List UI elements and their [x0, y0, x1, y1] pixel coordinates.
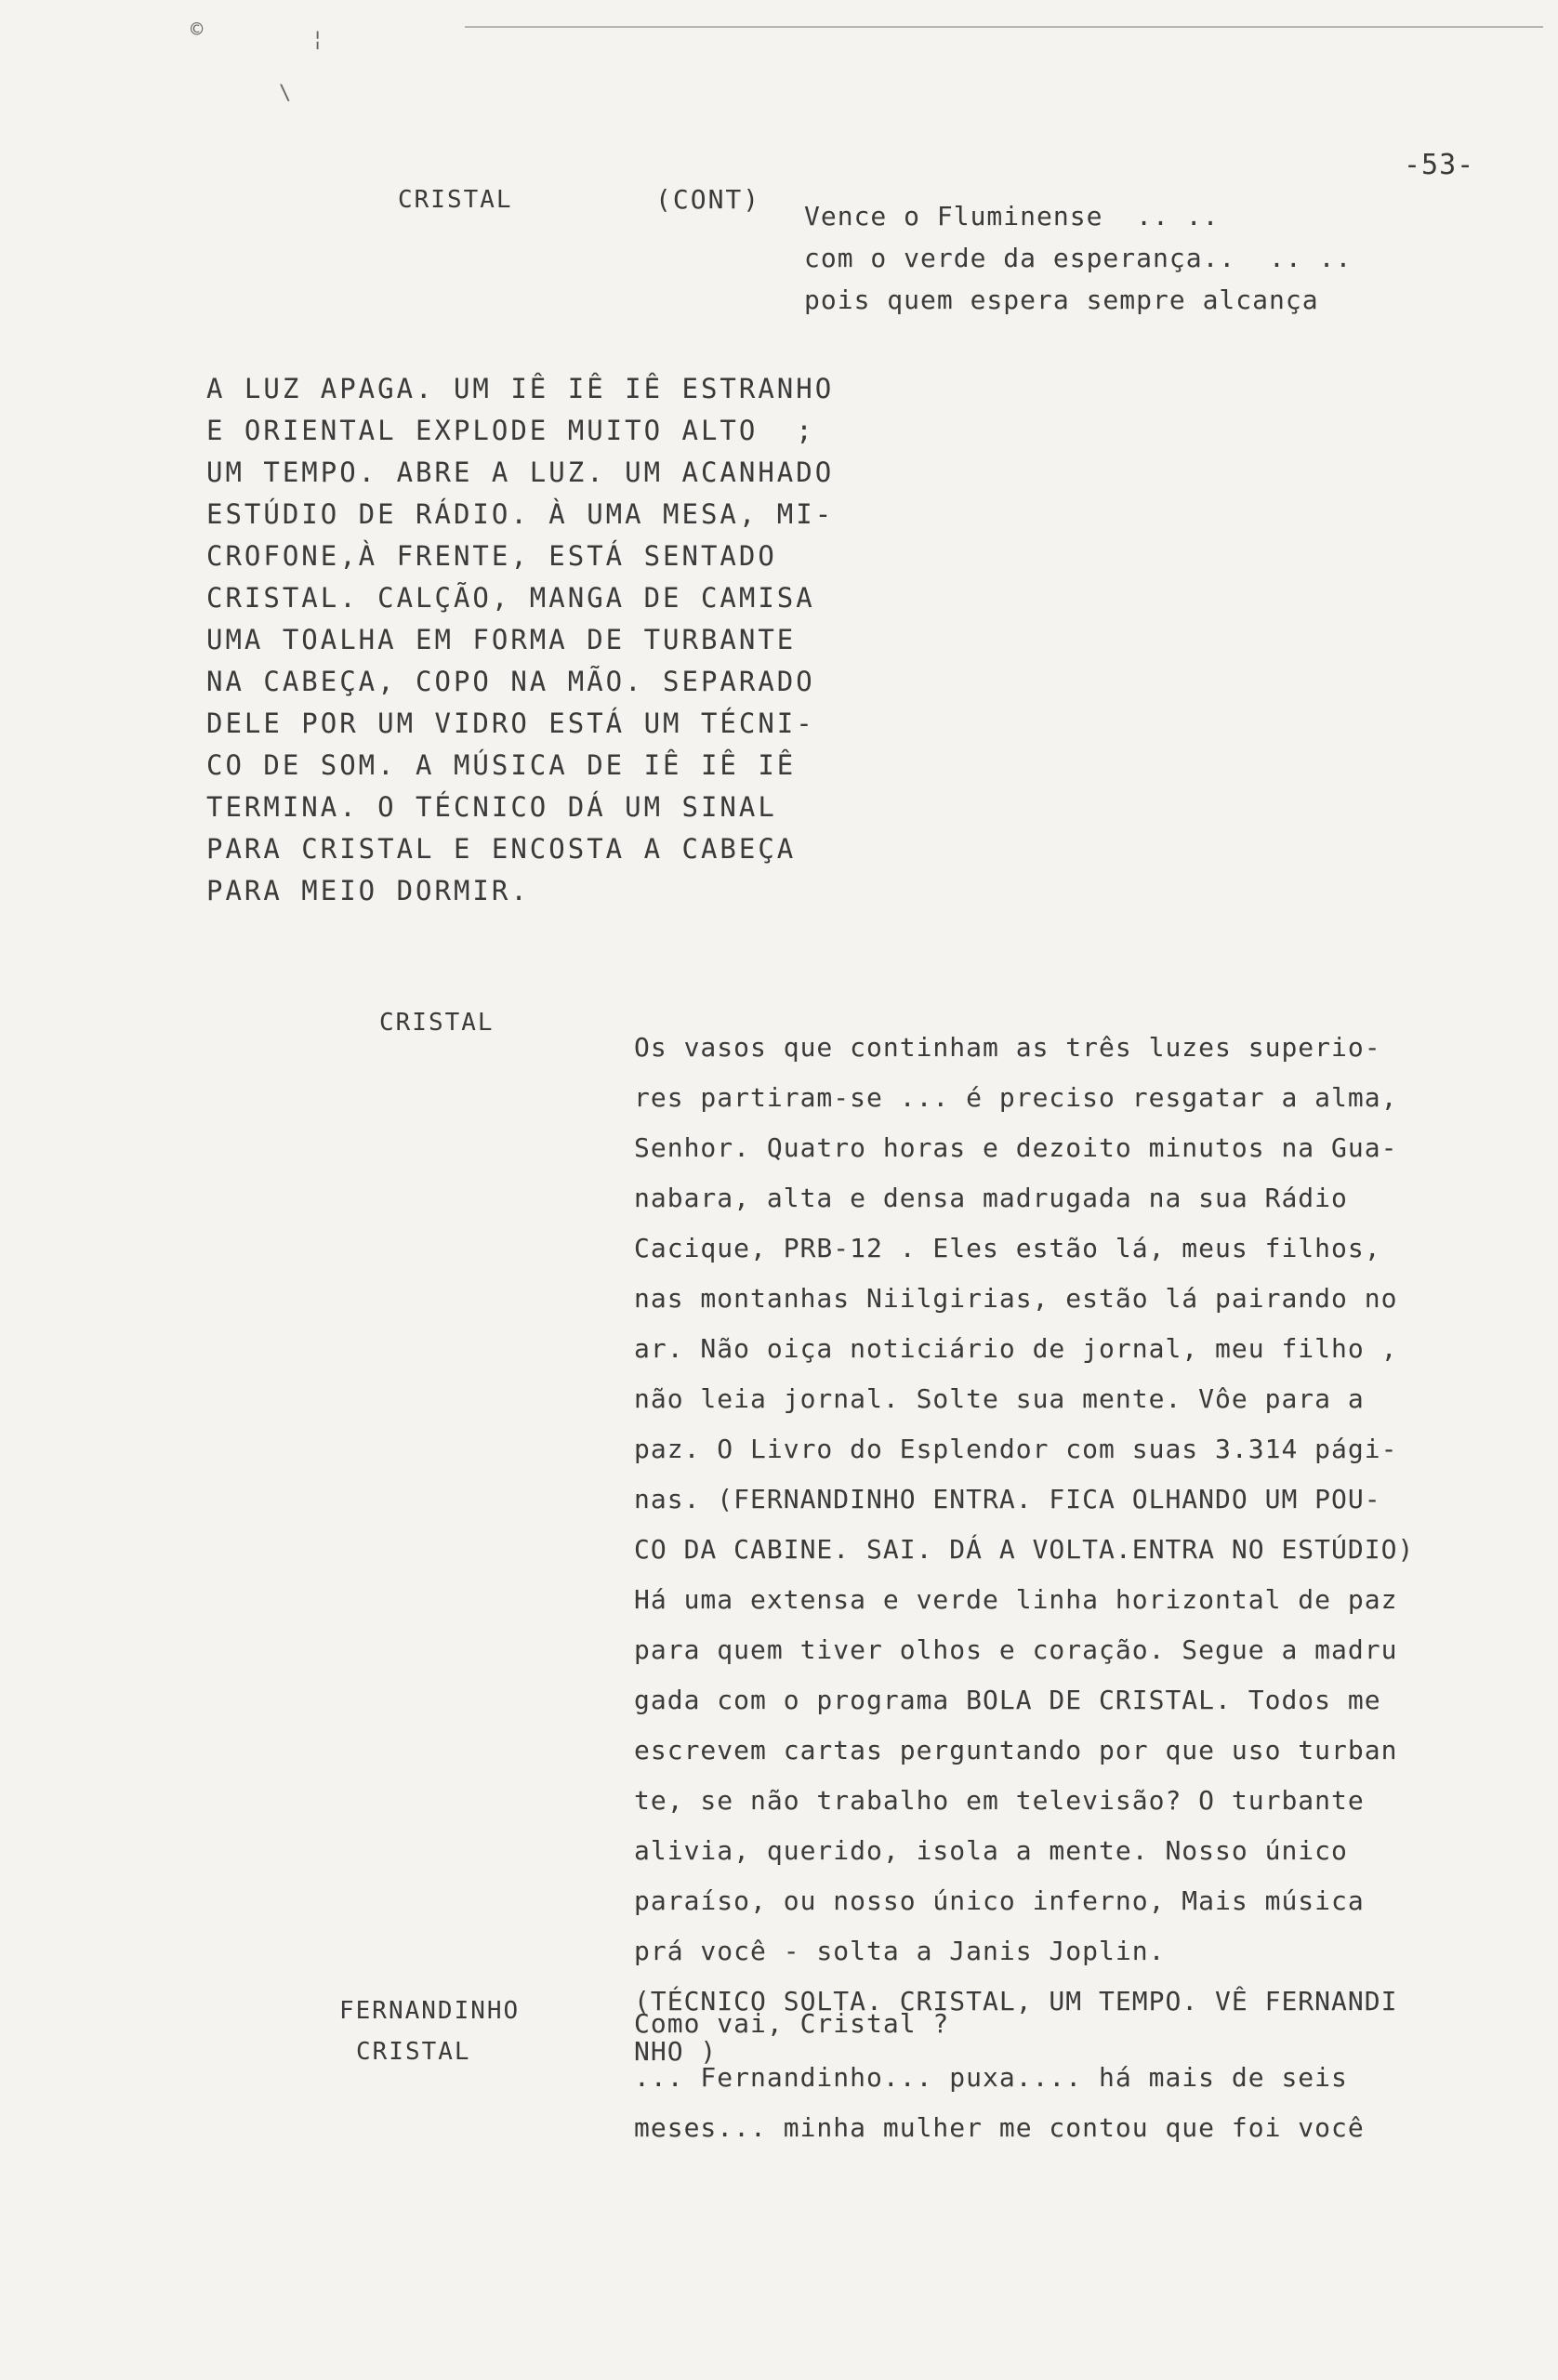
dialogue-line: para quem tiver olhos e coração. Segue a madru — [634, 1634, 1398, 1665]
dialogue-line: Os vasos que continham as três luzes superio- — [634, 1032, 1381, 1063]
stage-line: E ORIENTAL EXPLODE MUITO ALTO ; — [206, 415, 815, 446]
dialogue-line: meses... minha mulher me contou que foi você — [634, 2112, 1365, 2143]
stage-line: CRISTAL. CALÇÃO, MANGA DE CAMISA — [206, 582, 815, 614]
page-number: -53- — [1404, 149, 1475, 181]
dialogue-line: paz. O Livro do Esplendor com suas 3.314 pági- — [634, 1434, 1398, 1464]
dialogue-line: gada com o programa BOLA DE CRISTAL. Todos me — [634, 1685, 1381, 1715]
scan-speck-icon: ¦ — [311, 28, 324, 51]
stage-line: CROFONE,À FRENTE, ESTÁ SENTADO — [206, 540, 777, 572]
stage-direction — [206, 368, 876, 912]
dialogue-line: nas montanhas Niilgirias, estão lá pairando no — [634, 1283, 1398, 1314]
top-edge-line — [465, 26, 1543, 28]
stage-line: PARA MEIO DORMIR. — [206, 875, 530, 906]
cont-marker: (CONT) — [655, 184, 761, 215]
stage-line: PARA CRISTAL E ENCOSTA A CABEÇA — [206, 833, 797, 865]
dialogue-line: (TÉCNICO SOLTA. CRISTAL, UM TEMPO. VÊ FERNANDI — [634, 1986, 1398, 2016]
dialogue-line: ... Fernandinho... puxa.... há mais de seis — [634, 2062, 1348, 2093]
dialogue-line: Como vai, Cristal ? — [634, 2008, 950, 2039]
stage-line: A LUZ APAGA. UM IÊ IÊ IÊ ESTRANHO — [206, 373, 835, 404]
stage-line: NA CABEÇA, COPO NA MÃO. SEPARADO — [206, 666, 815, 697]
stage-line: CO DE SOM. A MÚSICA DE IÊ IÊ IÊ — [206, 749, 797, 781]
character-name-fernandinho: FERNANDINHO — [339, 1997, 521, 2025]
dialogue-line: Cacique, PRB-12 . Eles estão lá, meus filhos, — [634, 1233, 1381, 1263]
dialogue-line: não leia jornal. Solte sua mente. Vôe para a — [634, 1383, 1365, 1414]
dialogue-line: ar. Não oiça noticiário de jornal, meu filho , — [634, 1333, 1398, 1364]
character-name-cristal: CRISTAL — [398, 186, 513, 214]
scan-speck-icon: \ — [279, 82, 292, 105]
dialogue-line: Senhor. Quatro horas e dezoito minutos na Gua- — [634, 1132, 1398, 1163]
dialogue-line: Há uma extensa e verde linha horizontal de paz — [634, 1584, 1398, 1615]
dialogue-line: nabara, alta e densa madrugada na sua Rádio — [634, 1183, 1348, 1213]
song-line: com o verde da esperança.. .. .. — [804, 243, 1353, 273]
dialogue-line: NHO ) — [634, 2036, 718, 2067]
dialogue-line: alivia, querido, isola a mente. Nosso único — [634, 1835, 1348, 1866]
stage-line: UM TEMPO. ABRE A LUZ. UM ACANHADO — [206, 456, 835, 488]
song-lyrics — [804, 195, 1352, 321]
stage-line: DELE POR UM VIDRO ESTÁ UM TÉCNI- — [206, 707, 815, 739]
dialogue-line: te, se não trabalho em televisão? O turbante — [634, 1785, 1365, 1816]
character-name-cristal: CRISTAL — [379, 1009, 495, 1037]
dialogue-fernandinho — [634, 1999, 1471, 2049]
character-name-cristal: CRISTAL — [356, 2038, 471, 2066]
scan-speck-icon: © — [191, 19, 204, 42]
dialogue-line: prá você - solta a Janis Joplin. — [634, 1936, 1166, 1966]
dialogue-line: paraíso, ou nosso único inferno, Mais música — [634, 1885, 1365, 1916]
dialogue-cristal — [634, 1023, 1471, 2077]
stage-line: UMA TOALHA EM FORMA DE TURBANTE — [206, 624, 797, 655]
dialogue-line: escrevem cartas perguntando por que uso turban — [634, 1735, 1398, 1765]
song-line: pois quem espera sempre alcança — [804, 284, 1319, 315]
dialogue-line: nas. (FERNANDINHO ENTRA. FICA OLHANDO UM POU- — [634, 1484, 1381, 1514]
stage-line: ESTÚDIO DE RÁDIO. À UMA MESA, MI- — [206, 498, 835, 530]
song-line: Vence o Fluminense .. .. — [804, 201, 1220, 231]
dialogue-cristal-reply — [634, 2053, 1471, 2153]
dialogue-line: CO DA CABINE. SAI. DÁ A VOLTA.ENTRA NO ESTÚDIO) — [634, 1534, 1415, 1565]
dialogue-line: res partiram-se ... é preciso resgatar a alma, — [634, 1082, 1398, 1113]
stage-line: TERMINA. O TÉCNICO DÁ UM SINAL — [206, 791, 777, 823]
